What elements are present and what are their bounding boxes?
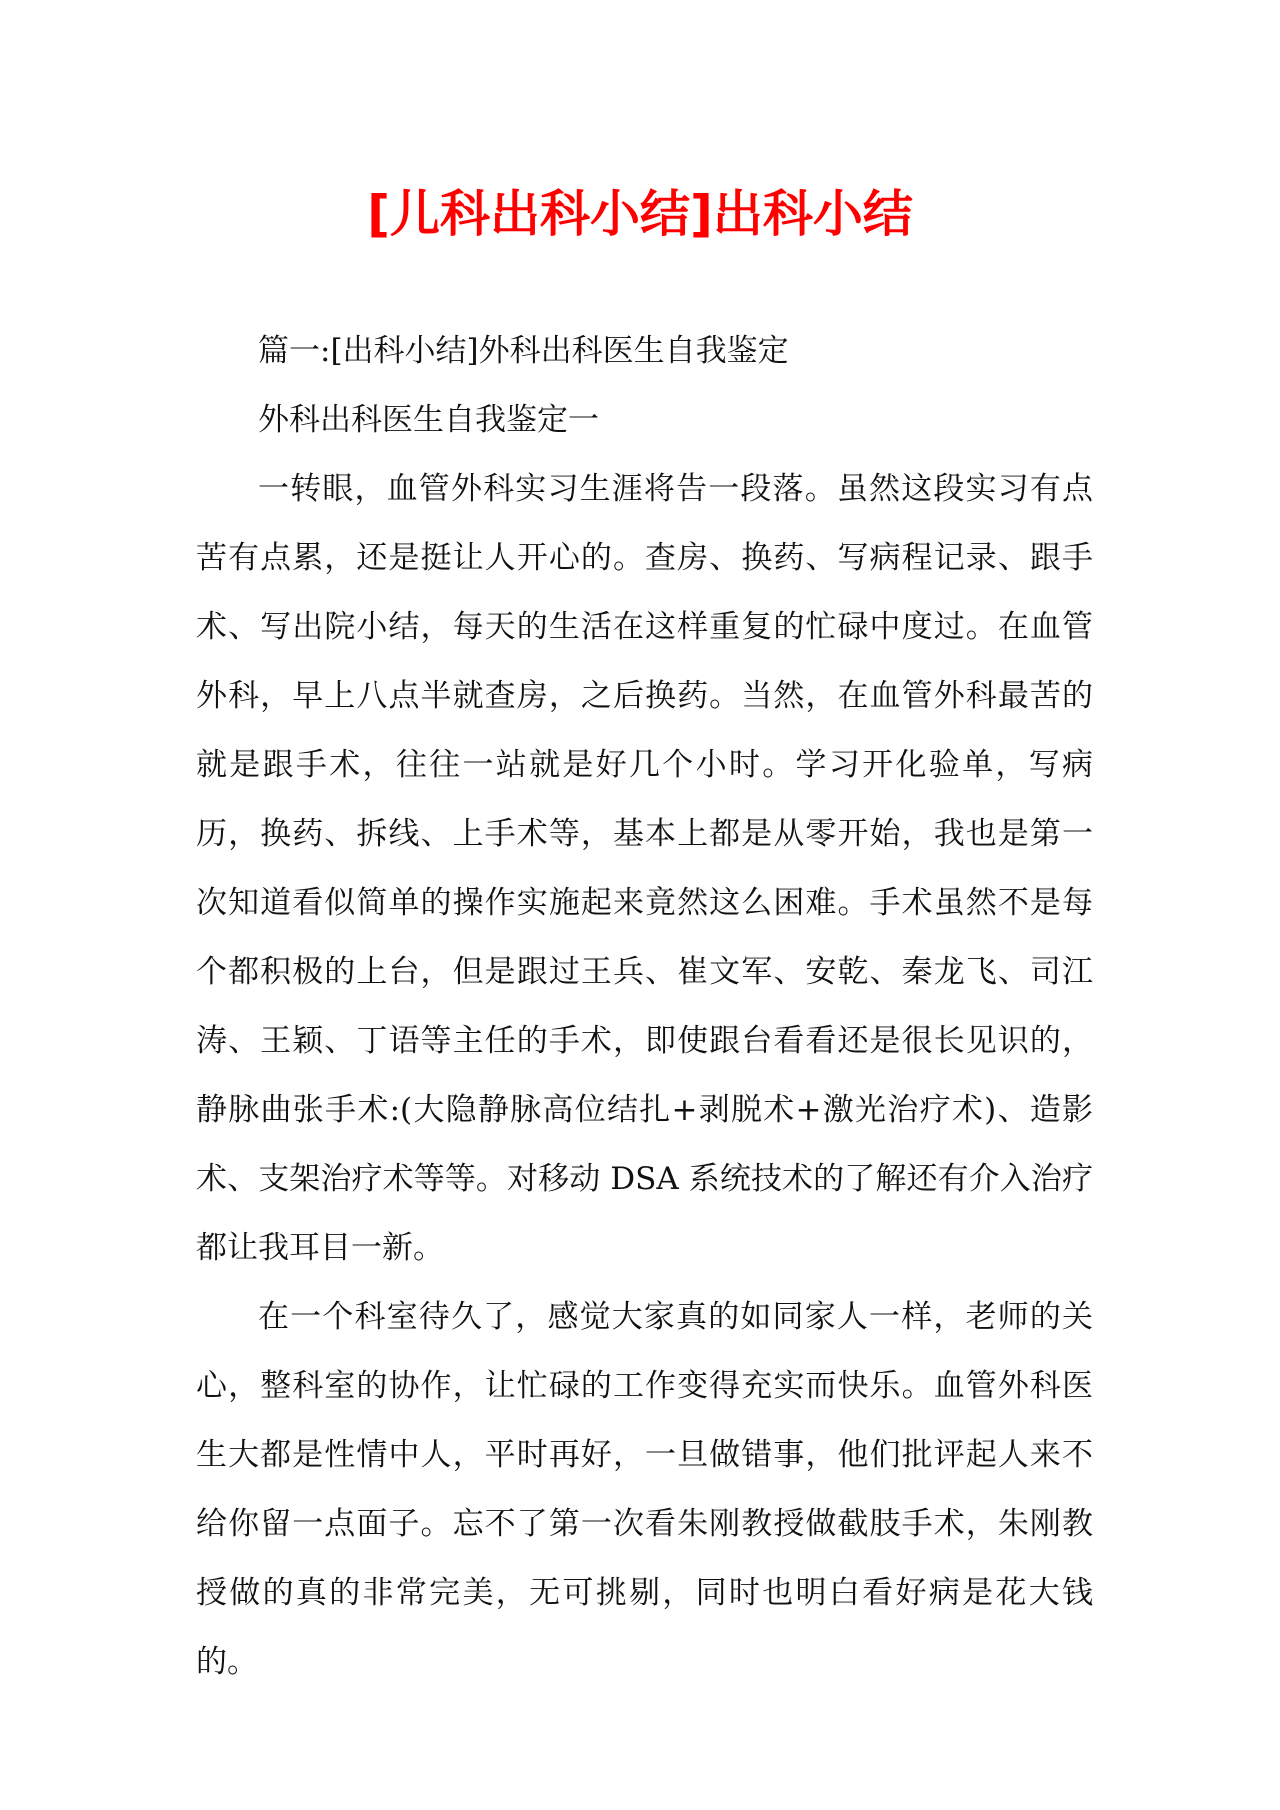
section-heading: 篇一:[出科小结]外科出科医生自我鉴定 xyxy=(258,333,789,369)
body-paragraph: 在一个科室待久了，感觉大家真的如同家人一样，老师的关心，整科室的协作，让忙碌的工作变得充实而快乐。血管外科医生大都是性情中人，平时再好，一旦做错事，他们批评起人来不给你留一点面子。忘不了第一次看朱刚教授做截肢手术，朱刚教授做的真的非常完美，无可挑剔，同时也明白看好病是花大钱的。 xyxy=(196,1299,1093,1680)
subsection-heading: 外科出科医生自我鉴定一 xyxy=(258,402,599,438)
body-paragraph: 一转眼，血管外科实习生涯将告一段落。虽然这段实习有点苦有点累，还是挺让人开心的。查房、换药、写病程记录、跟手术、写出院小结，每天的生活在这样重复的忙碌中度过。在血管外科，早上八点半就查房，之后换药。当然，在血管外科最苦的就是跟手术，往往一站就是好几个小时。学习开化验单，写病历，换药、拆线、上手术等，基本上都是从零开始，我也是第一次知道看似简单的操作实施起来竟然这么困难。手术虽然不是每个都积极的上台，但是跟过王兵、崔文军、安乾、秦龙飞、司江涛、王颖、丁语等主任的手术，即使跟台看看还是很长见识的，静脉曲张手术:(大隐静脉高位结扎+剥脱术+激光治疗术)、造影术、支架治疗术等等。对移动 DSA 系统技术的了解还有介入治疗都让我耳目一新。 xyxy=(196,471,1093,1266)
document-body xyxy=(196,317,1093,1697)
document-title: [儿科出科小结]出科小结 xyxy=(367,185,913,243)
